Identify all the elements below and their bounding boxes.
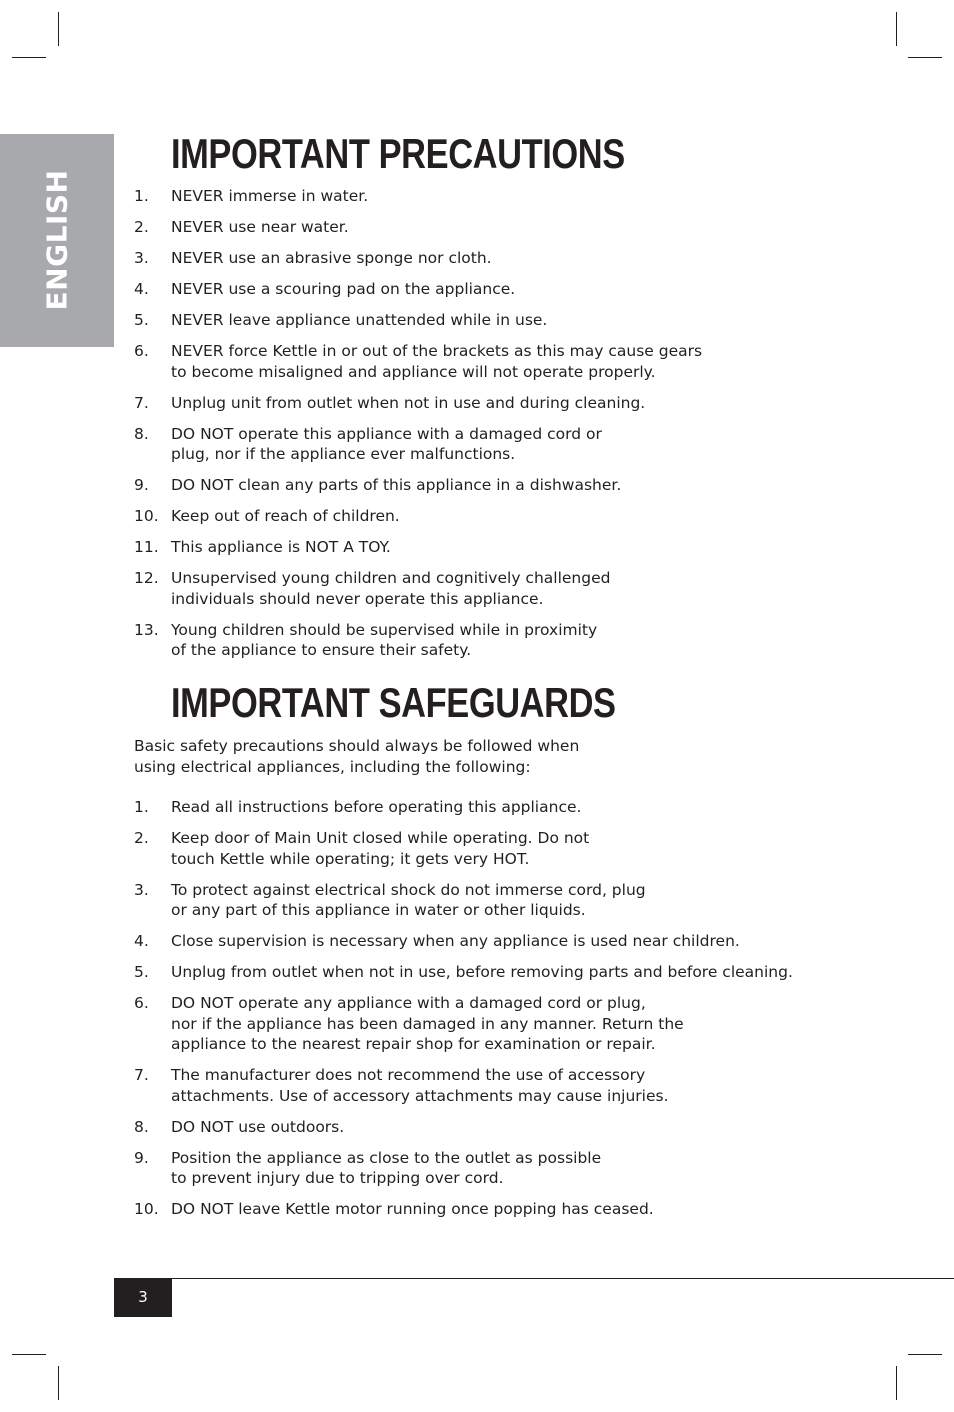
list-item-text: DO NOT leave Kettle motor running once popping has ceased. <box>171 1200 654 1218</box>
list-item-number: 2. <box>134 218 149 236</box>
list-item-text: NEVER use a scouring pad on the appliance. <box>171 280 516 298</box>
list-item-number: 1. <box>134 798 149 816</box>
list-item <box>134 620 702 661</box>
list-item-number: 5. <box>134 963 149 981</box>
crop-mark <box>58 12 59 46</box>
list-item <box>134 880 793 921</box>
list-item-number: 2. <box>134 829 149 847</box>
list-item-number: 9. <box>134 1148 149 1167</box>
list-item-text: Position the appliance as close to the outlet as possible to prevent injury due to tripping over cord. <box>171 1148 602 1187</box>
list-item-number: 8. <box>134 1117 149 1136</box>
list-item-number: 12. <box>134 569 159 587</box>
list-item <box>134 186 702 207</box>
list-item <box>134 797 793 818</box>
precautions-title: IMPORTANT PRECAUTIONS <box>171 130 625 177</box>
page-number: 3 <box>114 1278 172 1317</box>
list-item <box>134 279 702 300</box>
list-item-text: NEVER immerse in water. <box>171 187 369 205</box>
list-item-number: 10. <box>134 1200 159 1218</box>
list-item-number: 4. <box>134 932 149 950</box>
list-item <box>134 475 702 496</box>
list-item-text: NEVER use an abrasive sponge nor cloth. <box>171 249 492 267</box>
list-item-text: NEVER force Kettle in or out of the brackets as this may cause gears to become misaligned and appliance will not operate properly. <box>171 342 703 381</box>
list-item <box>134 1148 793 1189</box>
list-item-text: Read all instructions before operating this appliance. <box>171 798 582 816</box>
list-item-number: 1. <box>134 187 149 205</box>
list-item-number: 3. <box>134 249 149 267</box>
safeguards-title: IMPORTANT SAFEGUARDS <box>171 679 616 726</box>
list-item <box>134 568 702 609</box>
list-item <box>134 1065 793 1106</box>
list-item-text: Young children should be supervised while in proximity of the appliance to ensure their safety. <box>171 620 598 659</box>
crop-mark <box>58 1366 59 1400</box>
list-item-number: 13. <box>134 620 159 639</box>
list-item-number: 10. <box>134 507 159 525</box>
list-item-number: 11. <box>134 538 159 556</box>
list-item-text: Unplug from outlet when not in use, before removing parts and before cleaning. <box>171 963 793 981</box>
list-item <box>134 248 702 269</box>
crop-mark <box>12 57 46 58</box>
list-item <box>134 341 702 382</box>
list-item-number: 3. <box>134 880 149 899</box>
list-item <box>134 962 793 983</box>
list-item <box>134 931 793 952</box>
list-item-text: NEVER use near water. <box>171 218 349 236</box>
list-item <box>134 424 702 465</box>
language-tab-label: ENGLISH <box>40 169 74 311</box>
list-item <box>134 1199 793 1220</box>
safeguards-list <box>134 797 793 1230</box>
crop-mark <box>896 12 897 46</box>
list-item-text: Close supervision is necessary when any appliance is used near children. <box>171 932 740 950</box>
list-item-text: DO NOT clean any parts of this appliance in a dishwasher. <box>171 476 622 494</box>
crop-mark <box>12 1354 46 1355</box>
list-item-text: DO NOT operate any appliance with a damaged cord or plug, nor if the appliance has been damaged in any manner. Return the appliance to the nearest repair shop for examination or repair. <box>171 994 684 1053</box>
crop-mark <box>908 57 942 58</box>
list-item <box>134 310 702 331</box>
footer-rule <box>114 1278 954 1279</box>
list-item <box>134 506 702 527</box>
list-item-text: To protect against electrical shock do not immerse cord, plug or any part of this appliance in water or other liquids. <box>171 880 646 919</box>
list-item <box>134 1117 793 1138</box>
list-item-number: 4. <box>134 280 149 298</box>
list-item <box>134 993 793 1055</box>
list-item-text: Unplug unit from outlet when not in use and during cleaning. <box>171 393 646 412</box>
list-item-number: 8. <box>134 424 149 443</box>
list-item-text: NEVER leave appliance unattended while in use. <box>171 311 548 329</box>
language-tab <box>0 134 114 347</box>
safeguards-intro: Basic safety precautions should always be followed when using electrical appliances, including the following: <box>134 737 580 776</box>
list-item <box>134 393 702 414</box>
list-item-text: DO NOT operate this appliance with a damaged cord or plug, nor if the appliance ever malfunctions. <box>171 424 602 463</box>
crop-mark <box>896 1366 897 1400</box>
list-item-text: Keep out of reach of children. <box>171 507 400 525</box>
list-item <box>134 217 702 238</box>
list-item-number: 6. <box>134 994 149 1012</box>
list-item-number: 7. <box>134 393 149 412</box>
list-item-number: 7. <box>134 1066 149 1084</box>
list-item-number: 9. <box>134 476 149 494</box>
list-item-text: The manufacturer does not recommend the use of accessory attachments. Use of accessory attachments may cause injuries. <box>171 1066 669 1105</box>
list-item-text: This appliance is NOT A TOY. <box>171 538 391 556</box>
precautions-list <box>134 186 702 671</box>
crop-mark <box>908 1354 942 1355</box>
list-item <box>134 537 702 558</box>
list-item-number: 6. <box>134 342 149 360</box>
list-item-text: DO NOT use outdoors. <box>171 1117 345 1136</box>
list-item <box>134 828 793 869</box>
list-item-text: Keep door of Main Unit closed while operating. Do not touch Kettle while operating; it gets very HOT. <box>171 829 590 868</box>
list-item-text: Unsupervised young children and cognitively challenged individuals should never operate this appliance. <box>171 569 611 608</box>
list-item-number: 5. <box>134 311 149 329</box>
